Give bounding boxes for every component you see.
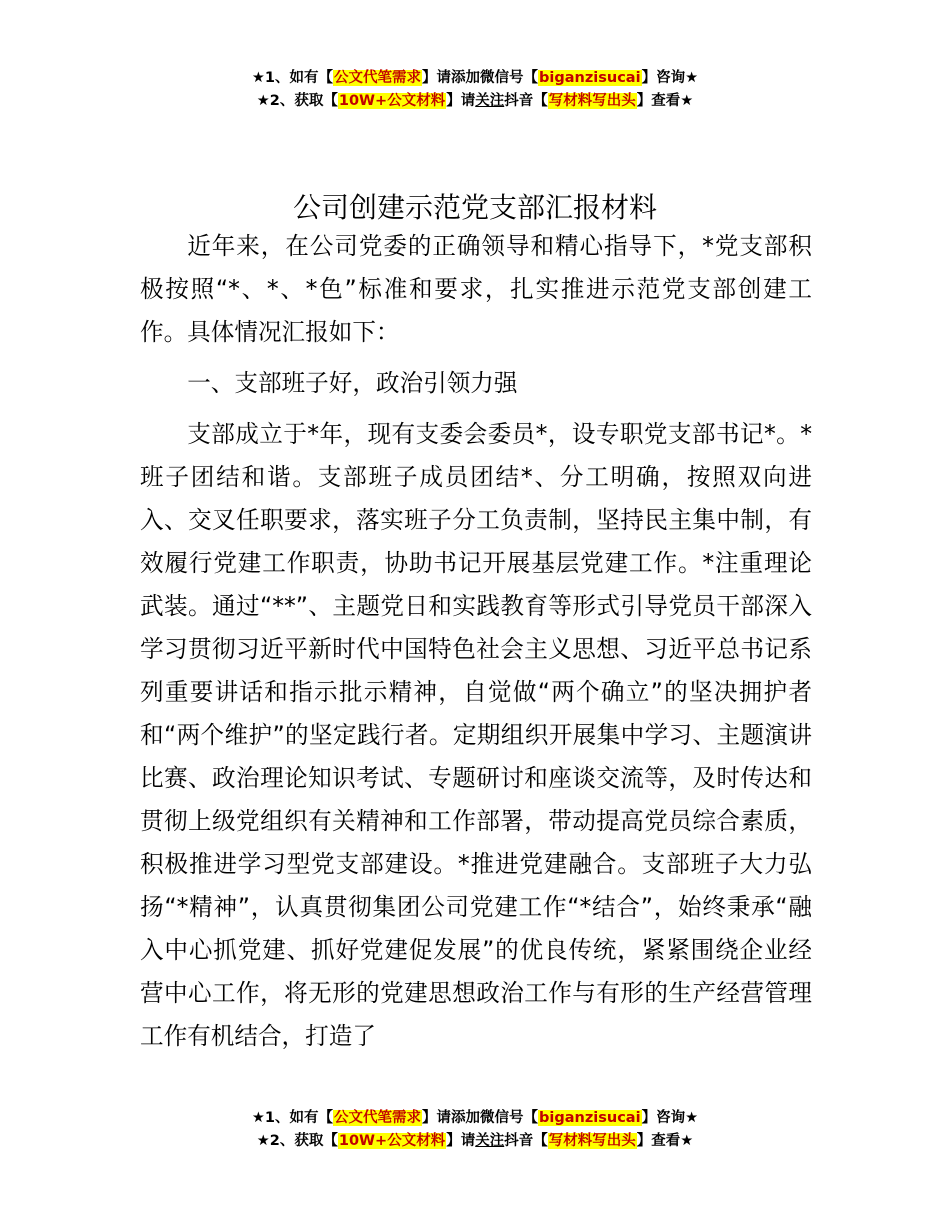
banner-line-2	[0, 1130, 950, 1153]
intro-paragraph: 近年来，在公司党委的正确领导和精心指导下，*党支部积极按照“*、*、*色”标准和要求，扎实推进示范党支部创建工作。具体情况汇报如下：	[140, 232, 812, 346]
banner-text: ★1、如有【	[251, 70, 334, 86]
banner-highlight: 10W+公文材料	[338, 93, 446, 109]
banner-line-1	[0, 67, 950, 90]
banner-highlight-douyin: 写材料写出头	[548, 1133, 636, 1149]
banner-text: 】请	[446, 1133, 476, 1149]
banner-underlined-text: 关注	[475, 93, 505, 109]
banner-text: ★1、如有【	[251, 1110, 334, 1126]
banner-text: 抖音【	[504, 93, 548, 109]
banner-highlight: 公文代笔需求	[334, 70, 422, 86]
banner-text: ★2、获取【	[256, 93, 338, 109]
banner-highlight-wechat: biganzisucai	[539, 70, 641, 86]
footer-banner	[0, 1107, 950, 1153]
banner-text: 】咨询★	[641, 70, 699, 86]
banner-line-1	[0, 1107, 950, 1130]
banner-highlight-douyin: 写材料写出头	[548, 93, 636, 109]
banner-text: 】查看★	[636, 93, 694, 109]
banner-highlight-wechat: biganzisucai	[539, 1110, 641, 1126]
banner-text: 】咨询★	[641, 1110, 699, 1126]
document-title: 公司创建示范党支部汇报材料	[292, 190, 657, 224]
section-heading: 一、支部班子好，政治引领力强	[187, 369, 518, 397]
banner-text: 抖音【	[504, 1133, 548, 1149]
header-banner	[0, 67, 950, 113]
banner-text: ★2、获取【	[256, 1133, 338, 1149]
banner-line-2	[0, 90, 950, 113]
banner-highlight: 公文代笔需求	[334, 1110, 422, 1126]
banner-text: 】请添加微信号【	[422, 1110, 539, 1126]
document-body	[140, 225, 812, 1058]
section-paragraph: 支部成立于*年，现有支委会委员*，设专职党支部书记*。*班子团结和谐。支部班子成员团结*、分工明确，按照双向进入、交叉任职要求，落实班子分工负责制，坚持民主集中制，有效履行党建工作职责，协助书记开展基层党建工作。*注重理论武装。通过“**”、主题党日和实践教育等形式引导党员干部深入学习贯彻习近平新时代中国特色社会主义思想、习近平总书记系列重要讲话和指示批示精神，自觉做“两个确立”的坚决拥护者和“两个维护”的坚定践行者。定期组织开展集中学习、主题演讲比赛、政治理论知识考试、专题研讨和座谈交流等，及时传达和贯彻上级党组织有关精神和工作部署，带动提高党员综合素质，积极推进学习型党支部建设。*推进党建融合。支部班子大力弘扬“*精神”，认真贯彻集团公司党建工作“*结合”，始终秉承“融入中心抓党建、抓好党建促发展”的优良传统，紧紧围绕企业经营中心工作，将无形的党建思想政治工作与有形的生产经营管理工作有机结合，打造了	[140, 420, 812, 1050]
banner-highlight: 10W+公文材料	[338, 1133, 446, 1149]
banner-text: 】查看★	[636, 1133, 694, 1149]
banner-underlined-text: 关注	[475, 1133, 505, 1149]
banner-text: 】请	[446, 93, 476, 109]
banner-text: 】请添加微信号【	[422, 70, 539, 86]
